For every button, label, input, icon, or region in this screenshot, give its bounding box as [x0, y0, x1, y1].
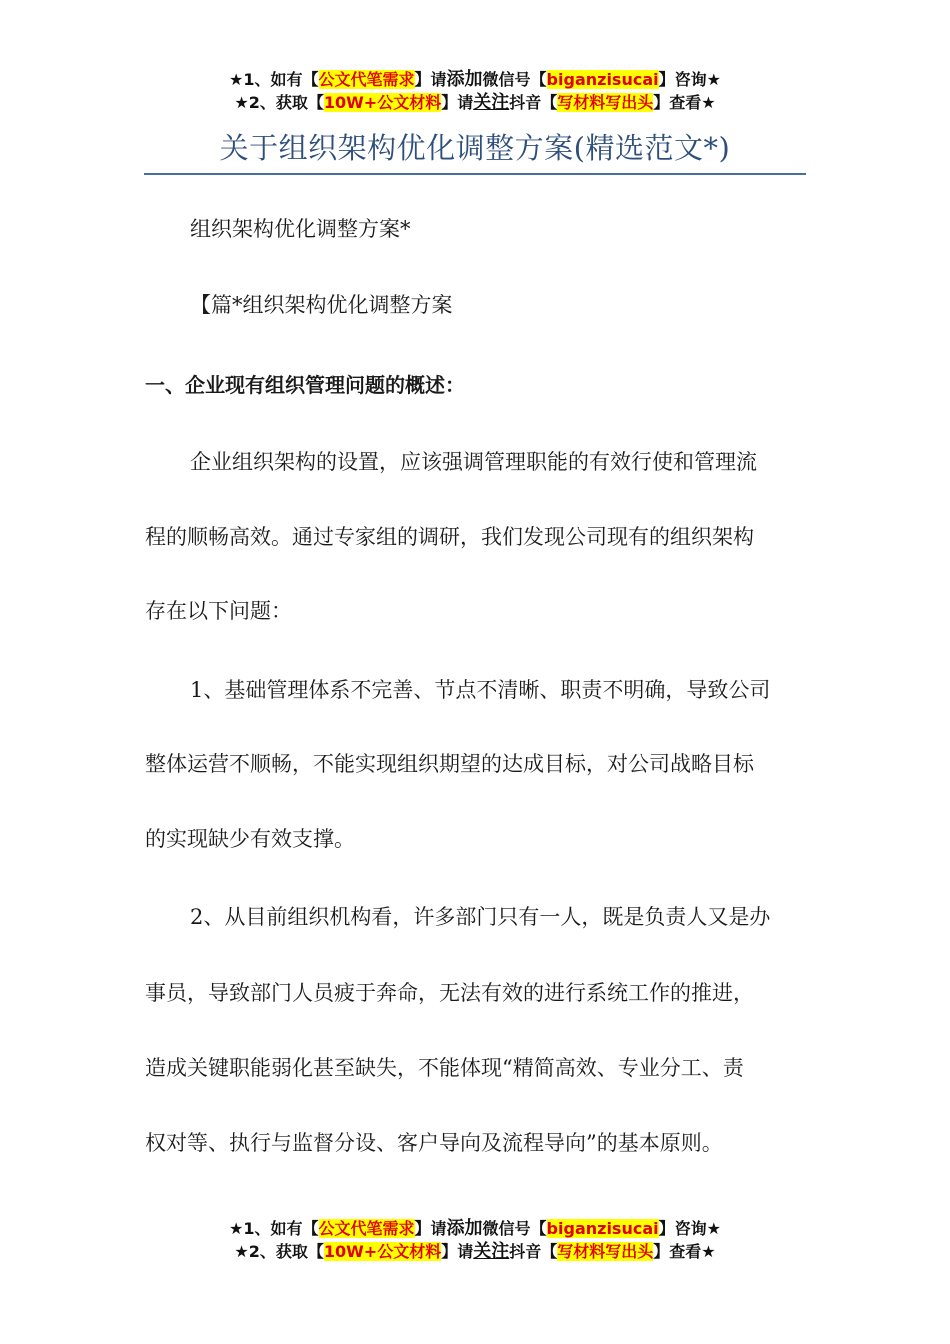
paragraph-line: 程的顺畅高效。通过专家组的调研，我们发现公司现有的组织架构 — [145, 525, 754, 549]
document-title: 关于组织架构优化调整方案(精选范文*) — [219, 131, 731, 165]
star-icon: ★ — [701, 1242, 716, 1261]
paragraph-line: 权对等、执行与监督分设、客户导向及流程导向”的基本原则。 — [145, 1131, 723, 1155]
highlight-materials: 10W+公文材料 — [323, 93, 442, 112]
footer-banner — [0, 1217, 950, 1263]
highlight-service: 公文代笔需求 — [318, 70, 415, 89]
banner-line-1 — [0, 1217, 950, 1240]
subtitle: 组织架构优化调整方案* — [190, 217, 411, 241]
paragraph-line: 整体运营不顺畅，不能实现组织期望的达成目标，对公司战略目标 — [145, 752, 754, 776]
highlight-douyin: 写材料写出头 — [557, 1242, 654, 1261]
banner-text: 微信号【 — [482, 70, 547, 89]
paragraph-line: 造成关键职能弱化甚至缺失，不能体现“精简高效、专业分工、责 — [145, 1056, 744, 1080]
banner-text: 】请 — [414, 70, 447, 89]
paragraph-line: 2、从目前组织机构看，许多部门只有一人，既是负责人又是办 — [190, 905, 771, 929]
star-icon: ★ — [234, 1242, 249, 1261]
banner-line-1 — [0, 68, 950, 91]
banner-text: 】查看 — [653, 93, 702, 112]
paragraph-line: 事员，导致部门人员疲于奔命，无法有效的进行系统工作的推进， — [145, 981, 754, 1005]
highlight-douyin: 写材料写出头 — [557, 93, 654, 112]
banner-emphasis: 添加 — [446, 69, 483, 90]
star-icon: ★ — [229, 1219, 244, 1238]
banner-line-2 — [0, 91, 950, 114]
banner-text: 抖音【 — [509, 1242, 558, 1261]
banner-text: 抖音【 — [509, 93, 558, 112]
banner-emphasis: 关注 — [473, 1241, 510, 1262]
paragraph-line: 的实现缺少有效支撑。 — [145, 827, 355, 851]
highlight-materials: 10W+公文材料 — [323, 1242, 442, 1261]
paragraph-line: 1、基础管理体系不完善、节点不清晰、职责不明确，导致公司 — [190, 678, 771, 702]
star-icon: ★ — [234, 93, 249, 112]
banner-text: 】请 — [441, 1242, 474, 1261]
banner-emphasis: 关注 — [473, 92, 510, 113]
banner-text: 2、获取【 — [248, 93, 324, 112]
banner-text: 】请 — [414, 1219, 447, 1238]
banner-text: 】咨询 — [658, 70, 707, 89]
banner-line-2 — [0, 1240, 950, 1263]
banner-emphasis: 添加 — [446, 1218, 483, 1239]
highlight-wechat-id: biganzisucai — [546, 1219, 659, 1238]
section-heading-bold: 一、企业现有组织管理问题的概述： — [145, 373, 465, 397]
star-icon: ★ — [701, 93, 716, 112]
banner-text: 2、获取【 — [248, 1242, 324, 1261]
paragraph-line: 企业组织架构的设置，应该强调管理职能的有效行使和管理流 — [190, 450, 757, 474]
star-icon: ★ — [706, 70, 721, 89]
banner-text: 】请 — [441, 93, 474, 112]
paragraph-line: 存在以下问题： — [145, 599, 292, 623]
banner-text: 】咨询 — [658, 1219, 707, 1238]
banner-text: 微信号【 — [482, 1219, 547, 1238]
title-divider — [144, 173, 806, 175]
star-icon: ★ — [229, 70, 244, 89]
section-heading: 【篇*组织架构优化调整方案 — [190, 293, 453, 317]
highlight-wechat-id: biganzisucai — [546, 70, 659, 89]
header-banner — [0, 68, 950, 114]
banner-text: 1、如有【 — [243, 70, 319, 89]
banner-text: 1、如有【 — [243, 1219, 319, 1238]
star-icon: ★ — [706, 1219, 721, 1238]
banner-text: 】查看 — [653, 1242, 702, 1261]
highlight-service: 公文代笔需求 — [318, 1219, 415, 1238]
